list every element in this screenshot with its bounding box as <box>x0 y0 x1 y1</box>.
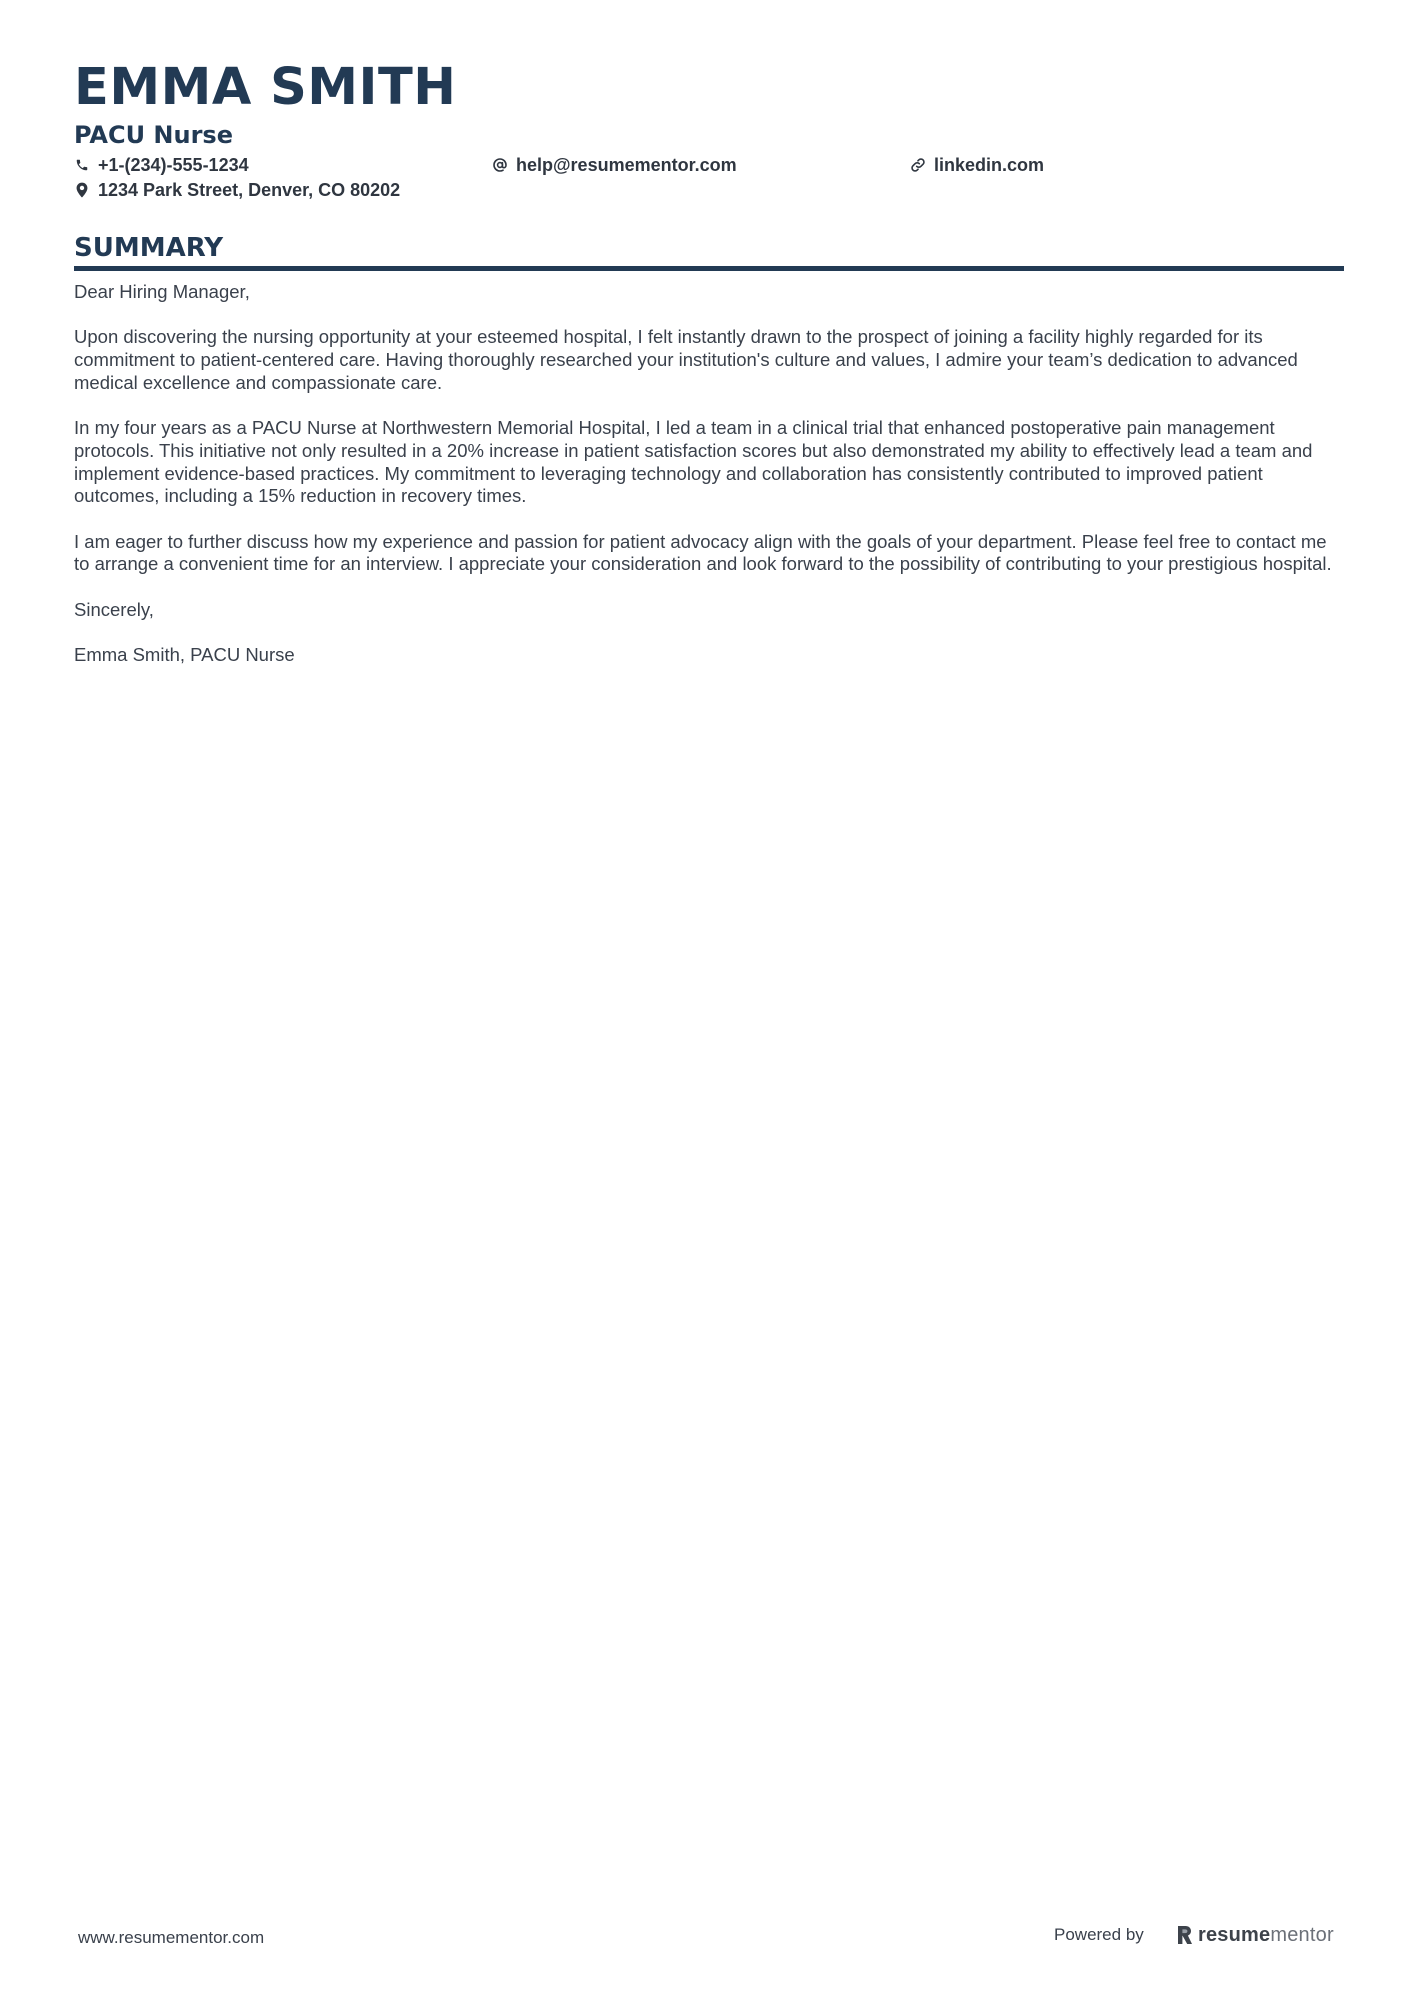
email-text[interactable]: help@resumementor.com <box>516 154 737 175</box>
contact-address <box>74 178 400 202</box>
phone-text: +1-(234)-555-1234 <box>98 154 249 175</box>
brand-name-light: mentor <box>1270 1923 1334 1946</box>
section-divider <box>74 266 1344 271</box>
brand-name-bold: resume <box>1198 1923 1271 1946</box>
contact-phone <box>74 153 249 177</box>
brand-name <box>1198 1924 1334 1947</box>
paragraph-experience: In my four years as a PACU Nurse at Northwestern Memorial Hospital, I led a team in a clinical trial that enhanced postoperative pain management protocols. This initiative not only resulted in a 20% increase in patient satisfaction scores but also demonstrated my ability to effectively lead a team and implement evidence-based practices. My commitment to leveraging technology and collaboration has consistently contributed to improved patient outcomes, including a 15% reduction in recovery times. <box>74 417 1313 507</box>
phone-icon <box>74 157 90 173</box>
closing: Sincerely, <box>74 598 154 620</box>
linkedin-text[interactable]: linkedin.com <box>934 154 1045 175</box>
brand-mark-icon <box>1176 1925 1193 1945</box>
address-text: 1234 Park Street, Denver, CO 80202 <box>98 179 401 200</box>
header <box>74 58 1344 209</box>
contact-email[interactable] <box>492 153 737 177</box>
location-pin-icon <box>74 182 90 198</box>
candidate-name: EMMA SMITH <box>74 58 457 117</box>
at-icon <box>492 157 508 173</box>
summary-section <box>74 232 1344 690</box>
letter-body <box>74 281 1344 667</box>
paragraph-intro: Upon discovering the nursing opportunity at your esteemed hospital, I felt instantly drawn to the prospect of joining a facility highly regarded for its commitment to patient-centered care. Having thoroughly researched your institution's culture and values, I admire your team’s dedication to advanced medical excellence and compassionate care. <box>74 326 1298 393</box>
job-title: PACU Nurse <box>74 121 233 149</box>
greeting: Dear Hiring Manager, <box>74 281 250 302</box>
signature: Emma Smith, PACU Nurse <box>74 644 295 666</box>
paragraph-closing: I am eager to further discuss how my experience and passion for patient advocacy align with the goals of your department. Please feel free to contact me to arrange a convenient time for an interview. I appreciate your consideration and look forward to the possibility of contributing to your prestigious hospital. <box>74 530 1332 575</box>
brand-logo[interactable] <box>1176 1922 1334 1948</box>
footer <box>0 1920 1410 1960</box>
link-icon <box>910 157 926 173</box>
footer-url[interactable]: www.resumementor.com <box>78 1928 265 1947</box>
powered-by-label: Powered by <box>1054 1925 1144 1944</box>
contact-linkedin[interactable] <box>910 153 1044 177</box>
section-title: SUMMARY <box>74 233 224 263</box>
contact-info <box>74 153 1344 209</box>
